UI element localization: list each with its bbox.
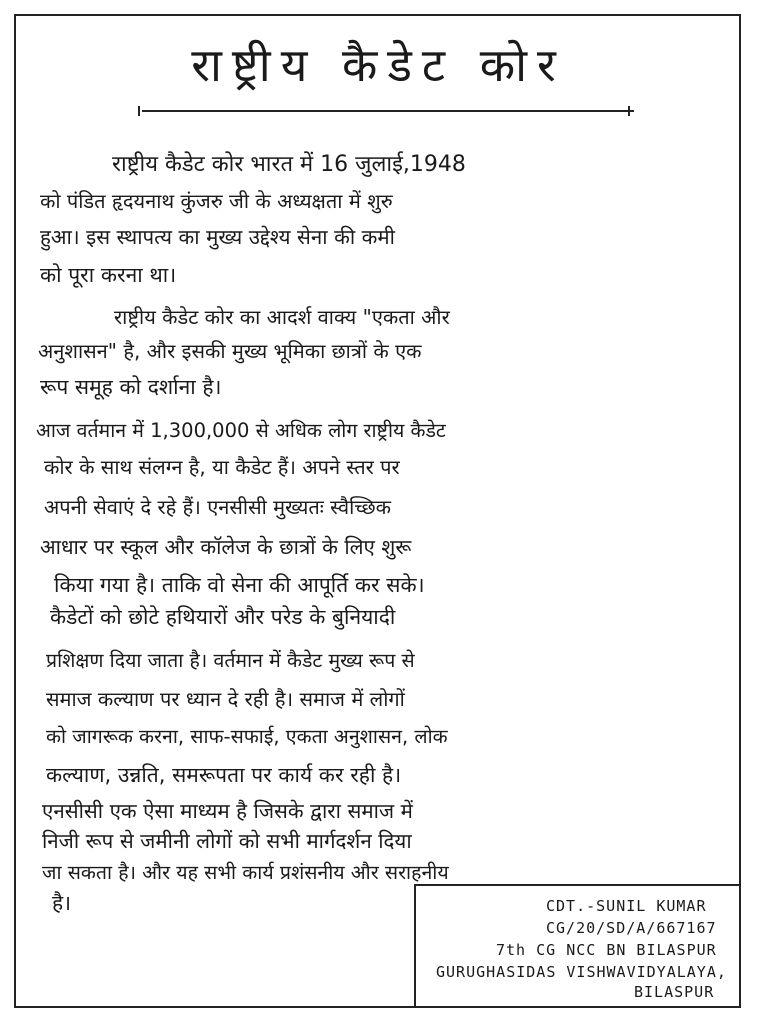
- essay-line: को जागरूक करना, साफ-सफाई, एकता अनुशासन, लोक: [46, 725, 448, 748]
- essay-line: कल्याण, उन्नति, समरूपता पर कार्य कर रही है।: [46, 763, 402, 787]
- signature-reg-no: CG/20/SD/A/667167: [546, 919, 717, 937]
- essay-line: कैडेटों को छोटे हथियारों और परेड के बुनियादी: [50, 605, 396, 629]
- essay-line: है।: [52, 891, 72, 915]
- essay-line: निजी रूप से जमीनी लोगों को सभी मार्गदर्शन दिया: [42, 829, 412, 853]
- signature-university: GURUGHASIDAS VISHWAVIDYALAYA,: [436, 963, 727, 981]
- signature-name: CDT.-SUNIL KUMAR: [546, 897, 707, 915]
- essay-line: हुआ। इस स्थापत्य का मुख्य उद्देश्य सेना की कमी: [40, 225, 395, 249]
- essay-line: को पूरा करना था।: [40, 263, 177, 287]
- essay-line: समाज कल्याण पर ध्यान दे रही है। समाज में लोगों: [46, 687, 405, 711]
- essay-line: अनुशासन" है, और इसकी मुख्य भूमिका छात्रों के एक: [38, 339, 422, 363]
- essay-line: एनसीसी एक ऐसा माध्यम है जिसके द्वारा समाज में: [42, 799, 413, 823]
- essay-line: आधार पर स्कूल और कॉलेज के छात्रों के लिए शुरू: [40, 535, 412, 559]
- essay-line: रूप समूह को दर्शाना है।: [40, 375, 222, 399]
- signature-city: BILASPUR: [634, 983, 715, 1001]
- essay-line: राष्ट्रीय कैडेट कोर का आदर्श वाक्य "एकता और: [114, 305, 450, 329]
- essay-line: जा सकता है। और यह सभी कार्य प्रशंसनीय और सराहनीय: [42, 861, 449, 884]
- essay-line: प्रशिक्षण दिया जाता है। वर्तमान में कैडेट मुख्य रूप से: [46, 649, 415, 672]
- essay-line: कोर के साथ संलग्न है, या कैडेट हैं। अपने स्तर पर: [44, 455, 400, 479]
- page-title: राष्ट्रीय कैडेट कोर: [191, 38, 566, 92]
- signature-unit: 7th CG NCC BN BILASPUR: [496, 941, 717, 959]
- essay-line: को पंडित हृदयनाथ कुंजरु जी के अध्यक्षता में शुरु: [40, 189, 393, 213]
- essay-line: आज वर्तमान में 1,300,000 से अधिक लोग राष्ट्रीय कैडेट: [36, 419, 446, 442]
- essay-line: किया गया है। ताकि वो सेना की आपूर्ति कर सके।: [54, 573, 425, 597]
- essay-line: अपनी सेवाएं दे रहे हैं। एनसीसी मुख्यतः स्वैच्छिक: [44, 495, 392, 519]
- essay-line: राष्ट्रीय कैडेट कोर भारत में 16 जुलाई,1948: [112, 152, 466, 177]
